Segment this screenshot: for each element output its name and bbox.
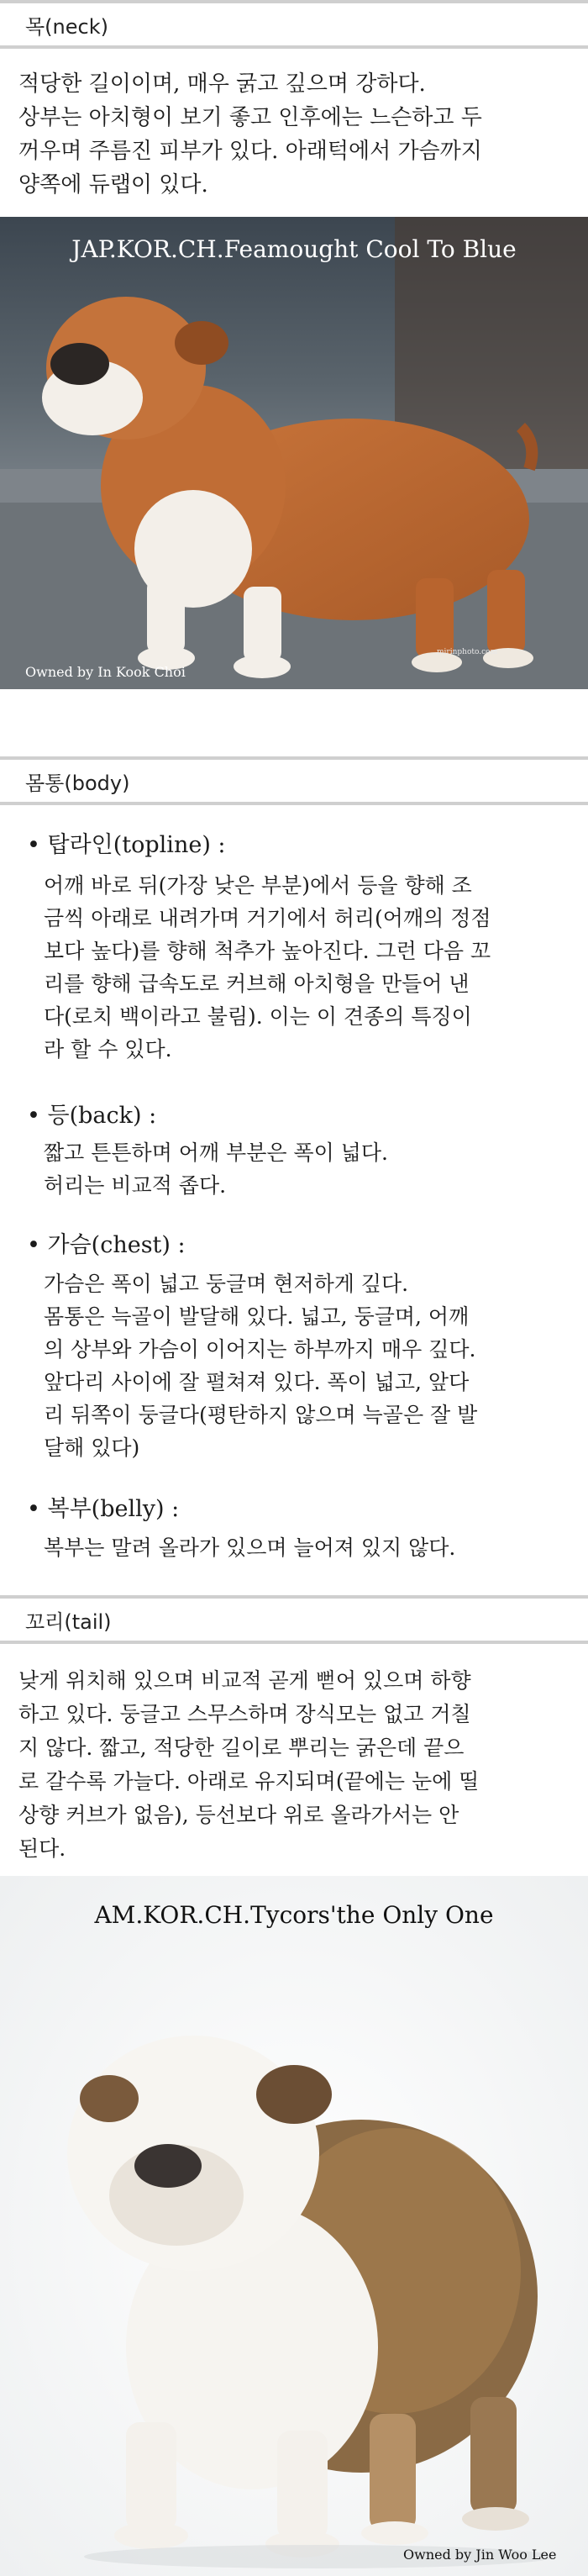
chest-line: 가슴은 폭이 넓고 둥글며 현저하게 깊다. <box>44 1272 409 1296</box>
neck-line: 적당한 길이이며, 매우 굵고 깊으며 강하다. <box>18 71 426 97</box>
chest-line: 앞다리 사이에 잘 펼쳐져 있다. 폭이 넓고, 앞다 <box>44 1370 470 1394</box>
tail-line: 낮게 위치해 있으며 비교적 곧게 뻗어 있으며 하향 <box>18 1668 471 1693</box>
back-line: 허리는 비교적 좁다. <box>44 1173 227 1198</box>
tail-line: 지 않다. 짧고, 적당한 길이로 뿌리는 굵은데 끝으 <box>18 1736 465 1760</box>
photo-owner-second: Owned by Jin Woo Lee <box>403 2547 557 2563</box>
neck-line: 상부는 아치형이 보기 좋고 인후에는 느슨하고 두 <box>18 105 482 130</box>
belly-line: 복부는 말려 올라가 있으며 늘어져 있지 않다. <box>44 1536 456 1560</box>
topline-line: 금씩 아래로 내려가며 거기에서 허리(어깨의 정점 <box>44 906 491 930</box>
bulldog-image-first <box>0 217 588 689</box>
neck-line: 꺼우며 주름진 피부가 있다. 아래턱에서 가슴까지 <box>18 139 482 164</box>
tail-line: 상향 커브가 없음), 등선보다 위로 올라가서는 안 <box>18 1803 459 1827</box>
belly-description <box>44 1531 573 1564</box>
tail-description <box>18 1664 573 1866</box>
section-header-tail <box>0 1595 588 1644</box>
topline-description <box>44 869 573 1066</box>
topline-line: 다(로치 백이라고 불림). 이는 이 견종의 특징이 <box>44 1004 472 1029</box>
back-title: • 등(back) : <box>27 1103 157 1129</box>
photo-owner-first: Owned by In Kook Choi <box>25 664 186 680</box>
back-line: 짧고 튼튼하며 어깨 부분은 폭이 넓다. <box>44 1140 388 1165</box>
chest-line: 의 상부와 가슴이 이어지는 하부까지 매우 깊다. <box>44 1337 476 1362</box>
dog-photo-first <box>0 217 588 689</box>
belly-title: • 복부(belly) : <box>27 1496 180 1522</box>
section-header-body <box>0 756 588 805</box>
topline-line: 어깨 바로 뒤(가장 낮은 부분)에서 등을 향해 조 <box>44 873 472 898</box>
topline-line: 리를 향해 급속도로 커브해 아치형을 만들어 낸 <box>44 972 470 996</box>
neck-line: 양쪽에 듀랩이 있다. <box>18 172 208 198</box>
topline-line: 라 할 수 있다. <box>44 1037 172 1061</box>
chest-line: 리 뒤쪽이 둥글다(평탄하지 않으며 늑골은 잘 발 <box>44 1403 478 1427</box>
back-description <box>44 1136 573 1202</box>
dog-photo-second <box>0 1876 588 2576</box>
section-title-body: 몸통(body) <box>25 771 130 795</box>
chest-line: 달해 있다) <box>44 1436 140 1460</box>
section-title-neck: 목(neck) <box>25 14 108 39</box>
section-title-tail: 꼬리(tail) <box>25 1609 112 1634</box>
chest-title: • 가슴(chest) : <box>27 1232 186 1258</box>
neck-description <box>18 67 573 202</box>
topline-title: • 탑라인(topline) : <box>27 832 226 858</box>
topline-line: 보다 높다)를 향해 척추가 높아진다. 그런 다음 꼬 <box>44 939 491 963</box>
photo-caption-second: AM.KOR.CH.Tycors'the Only One <box>94 1901 494 1929</box>
photo-caption-first: JAP.KOR.CH.Feamought Cool To Blue <box>71 235 517 263</box>
tail-line: 된다. <box>18 1836 66 1861</box>
tail-line: 로 갈수록 가늘다. 아래로 유지되며(끝에는 눈에 띨 <box>18 1769 480 1794</box>
tail-line: 하고 있다. 둥글고 스무스하며 장식모는 없고 거칠 <box>18 1702 471 1726</box>
bulldog-image-second <box>0 1876 588 2576</box>
chest-line: 몸통은 늑골이 발달해 있다. 넓고, 둥글며, 어깨 <box>44 1304 470 1329</box>
photo-watermark: mirinphoto.com <box>437 648 498 656</box>
chest-description <box>44 1267 573 1464</box>
section-header-neck <box>0 0 588 49</box>
